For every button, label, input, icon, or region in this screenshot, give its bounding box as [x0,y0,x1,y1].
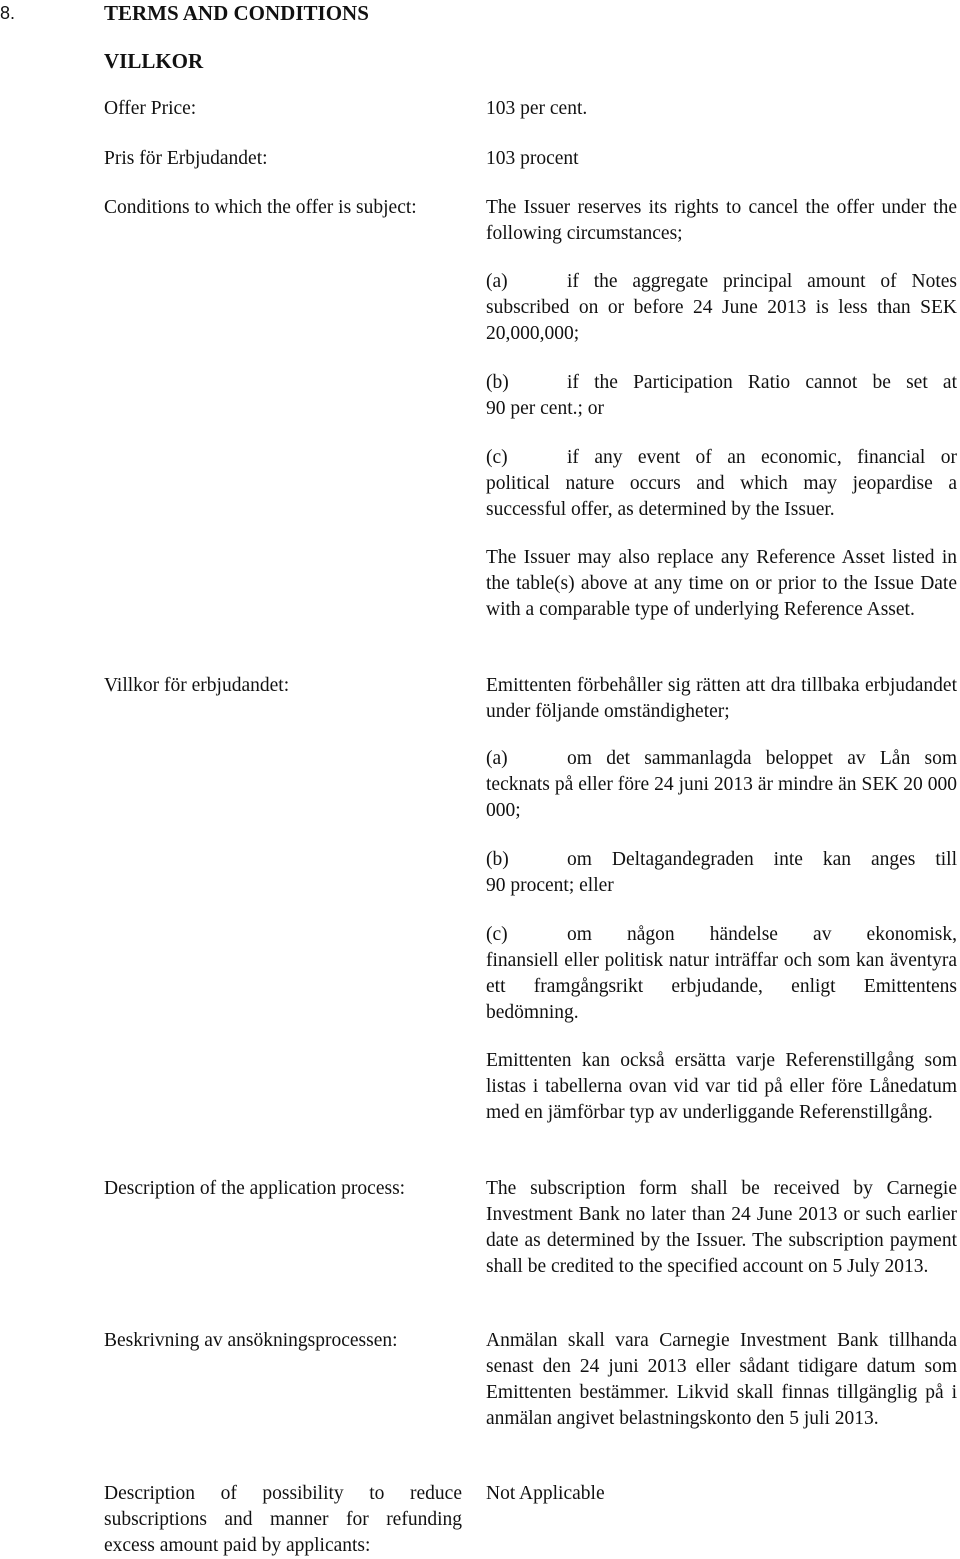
conditions-sv-item-b [486,847,957,899]
list-item-text: om Deltagandegraden inte kan anges till [567,849,957,870]
offer-price-sv-label: Pris för Erbjudandet: [104,148,268,169]
conditions-sv-item-a [486,746,957,824]
list-marker: (a) [486,271,508,292]
reduce-label: Description of possibility to reduce subscriptions and manner for refunding excess amount paid by applicants: [104,1483,462,1556]
application-sv-value: Anmälan skall vara Carnegie Investment Bank tillhanda senast den 24 juni 2013 eller sådant tidigare datum som Emittenten bestämmer. Likvid skall finnas tillgänglig på i anmälan angivet belastningskonto den 5 juli 2013. [486,1330,957,1429]
application-value: The subscription form shall be received by Carnegie Investment Bank no later than 24 June 2013 or such earlier date as determined by the Issuer. The subscription payment shall be credited to the specified account on 5 July 2013. [486,1178,957,1277]
conditions-sv-item-c [486,922,957,1026]
conditions-label: Conditions to which the offer is subject: [104,197,417,218]
list-item-text: om det sammanlagda beloppet av Lån som [567,748,957,769]
list-marker: (b) [486,849,509,870]
list-item-continuation: finansiell eller politisk natur inträffar och som kan äventyra ett framgångsrikt erbjudande, enligt Emittentens bedömning. [486,950,957,1023]
application-sv-label: Beskrivning av ansökningsprocessen: [104,1330,398,1351]
section-number: 8. [0,3,16,23]
offer-price-label: Offer Price: [104,98,197,119]
list-marker: (c) [486,924,508,945]
application-label: Description of the application process: [104,1178,406,1199]
conditions-item-c [486,445,957,523]
reduce-value: Not Applicable [486,1483,605,1504]
list-item-continuation: 90 per cent.; or [486,398,605,419]
conditions-sv-note: Emittenten kan också ersätta varje Referenstillgång som listas i tabellerna ovan vid var tid på eller före Lånedatum med en jämförbar typ av underliggande Referenstillgång. [486,1050,957,1123]
list-item-text: if the aggregate principal amount of Notes [567,271,957,292]
list-marker: (b) [486,372,509,393]
conditions-sv-label: Villkor för erbjudandet: [104,675,290,696]
list-marker: (a) [486,748,508,769]
offer-price-sv-value: 103 procent [486,148,579,169]
list-item-text: if any event of an economic, financial or [567,447,957,468]
conditions-intro: The Issuer reserves its rights to cancel the offer under the following circumstances; [486,197,957,244]
list-item-continuation: subscribed on or before 24 June 2013 is less than SEK 20,000,000; [486,297,957,344]
list-item-continuation: tecknats på eller före 24 juni 2013 är mindre än SEK 20 000 000; [486,774,957,821]
conditions-sv-intro: Emittenten förbehåller sig rätten att dra tillbaka erbjudandet under följande omständigheter; [486,675,957,722]
conditions-item-b [486,370,957,422]
list-marker: (c) [486,447,508,468]
conditions-note: The Issuer may also replace any Reference Asset listed in the table(s) above at any time on or prior to the Issue Date with a comparable type of underlying Reference Asset. [486,547,957,620]
list-item-continuation: political nature occurs and which may jeopardise a successful offer, as determined by the Issuer. [486,473,957,520]
conditions-item-a [486,269,957,347]
section-title: TERMS AND CONDITIONS [104,1,369,25]
list-item-text: om någon händelse av ekonomisk, [567,924,957,945]
list-item-continuation: 90 procent; eller [486,875,614,896]
section-subtitle: VILLKOR [104,49,204,73]
list-item-text: if the Participation Ratio cannot be set at [567,372,957,393]
offer-price-value: 103 per cent. [486,98,588,119]
